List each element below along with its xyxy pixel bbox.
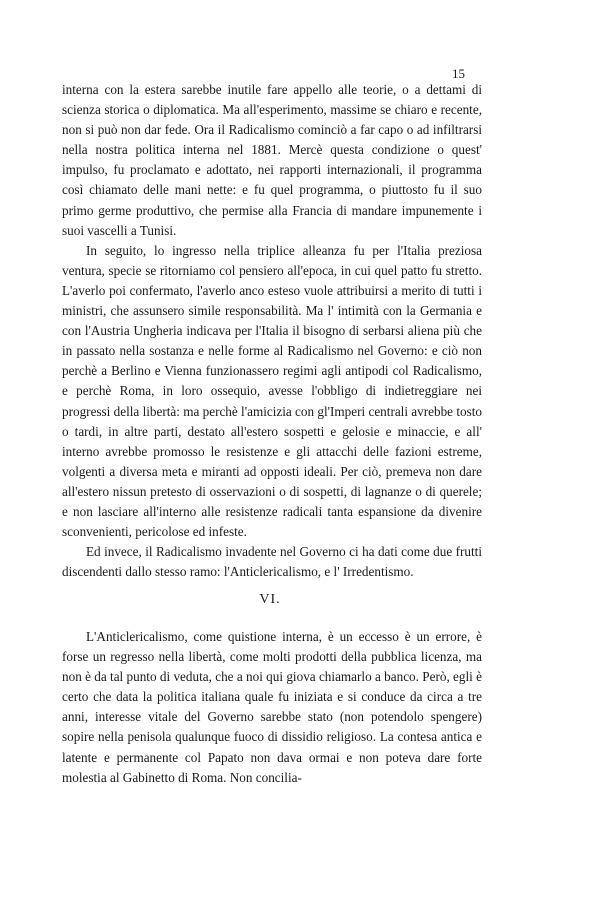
paragraph-triple-alliance: In seguito, lo ingresso nella triplice alleanza fu per l'Italia preziosa ventura, specie se ritorniamo col pensiero all'epoca, in cui quel patto fu stretto. L'averlo poi confermato, l'averlo anco esteso vuole attribuirsi a merito di tutti i ministri, che assunsero simile responsabilità. Ma l' intimità con la Germania e con l'Austria Ungheria indicava per l'Italia il bisogno di serbarsi aliena più che in passato nella sostanza e nelle forme al Radicalismo nel Governo: e ciò non perchè a Berlino e Vienna funzionassero regimi agli antipodi col Radicalismo, e perchè Roma, in loro ossequio, avesse l'obbligo di indietreggiare nei progressi della libertà: ma perchè l'amicizia con gl'Imperi centrali avrebbe tosto o tardi, in altre parti, destato all'estero sospetti e gelosie e minaccie, e all' interno avrebbe promosso le resistenze e gli attacchi delle fazioni estreme, volgenti a diversa meta e miranti ad opposti ideali. Per ciò, premeva non dare all'estero nissun pretesto di osservazioni o di sospetti, di lagnanze o di querele; e non lasciare all'interno alle resistenze radicali tanta espansione da divenire sconvenienti, pericolose ed infeste. <box>62 242 482 540</box>
body-text-bottom <box>62 627 482 788</box>
paragraph-continuation: interna con la estera sarebbe inutile fare appello alle teorie, o a dettami di scienza storica o diplomatica. Ma all'esperimento, massime se chiaro e recente, non si può non dar fede. Ora il Radicalismo cominciò a far capo o ad infiltrarsi nella nostra politica interna nel 1881. Mercè questa condizione o quest' impulso, fu proclamato e adottato, nei rapporti internazionali, il programma così chiamato delle mani nette: e fu quel programma, o piuttosto fu il suo primo germe produttivo, che permise alla Francia di mandare impunemente i suoi vascelli a Tunisi. <box>62 82 482 238</box>
paragraph-radicalism-fruits: Ed invece, il Radicalismo invadente nel Governo ci ha dati come due frutti discendenti dallo stesso ramo: l'Anticlericalismo, e l' Irredentismo. <box>62 544 482 580</box>
paragraph-anticlericalism: L'Anticlericalismo, come quistione interna, è un eccesso è un errore, è forse un regresso nella libertà, come molti prodotti della pubblica licenza, ma non è da tal punto di veduta, che a noi qui giova chiamarlo a banco. Però, egli è certo che data la politica italiana quale fu iniziata e si conduce da circa a tre anni, interesse vitale del Governo sarebbe stato (non potendolo spengere) sopire nella penisola qualunque fuoco di dissidio religioso. La contesa antica e latente e permanente col Papato non dava ormai e non poteva dare forte molestia al Gabinetto di Roma. Non concilia- <box>62 629 482 785</box>
body-text-top <box>62 80 482 582</box>
page-number: 15 <box>452 66 465 81</box>
section-heading: VI. <box>259 592 281 607</box>
